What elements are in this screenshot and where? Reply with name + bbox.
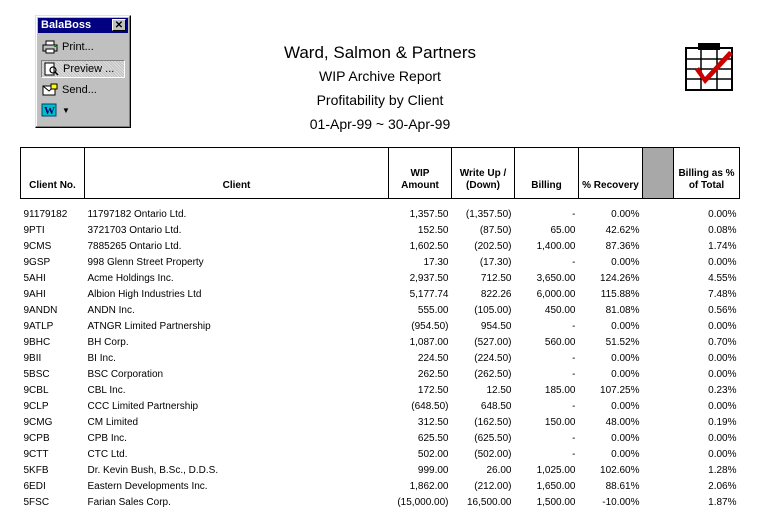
billing-cell: 1,025.00	[536, 465, 576, 476]
billing-pct-cell: 0.00%	[708, 433, 737, 444]
write-up-cell: (87.50)	[479, 225, 512, 236]
write-up-cell: (224.50)	[474, 353, 512, 364]
wip-amount-cell: 1,357.50	[409, 209, 449, 220]
blank-cell	[643, 415, 674, 431]
client-no-cell: 9CBL	[23, 385, 49, 396]
billing-pct-cell: 0.00%	[708, 369, 737, 380]
recovery-cell: 0.00%	[611, 321, 640, 332]
wip-amount-cell: 1,862.00	[409, 481, 449, 492]
close-button[interactable]	[112, 19, 126, 31]
blank-cell	[643, 495, 674, 511]
recovery-cell: 115.88%	[600, 289, 640, 300]
write-up-cell: (262.50)	[474, 369, 512, 380]
table-row	[21, 495, 740, 511]
recovery-cell: 88.61%	[605, 481, 640, 492]
table-row	[21, 319, 740, 335]
blank-cell	[643, 431, 674, 447]
blank-cell	[643, 351, 674, 367]
wip-amount-cell: 17.30	[423, 257, 449, 268]
billing-pct-cell: 0.00%	[708, 401, 737, 412]
recovery-cell: 0.00%	[611, 369, 640, 380]
recovery-cell: 0.00%	[611, 209, 640, 220]
client-name-cell: 11797182 Ontario Ltd.	[87, 209, 187, 220]
wip-amount-cell: (954.50)	[411, 321, 449, 332]
client-name-cell: ATNGR Limited Partnership	[87, 321, 211, 332]
client-name-cell: CM Limited	[87, 417, 139, 428]
table-row	[21, 223, 740, 239]
checklist-logo-icon	[683, 42, 741, 99]
billing-cell: -	[572, 257, 576, 268]
table-row	[21, 303, 740, 319]
blank-cell	[643, 399, 674, 415]
client-no-cell: 9ANDN	[23, 305, 58, 316]
client-name-cell: 998 Glenn Street Property	[87, 257, 204, 268]
recovery-cell: 124.26%	[600, 273, 640, 284]
preview-icon	[42, 61, 60, 77]
billing-cell: 450.00	[544, 305, 576, 316]
recovery-cell: 0.00%	[611, 401, 640, 412]
report-subtitle: Profitability by Client	[316, 92, 444, 108]
blank-cell	[643, 463, 674, 479]
billing-cell: 560.00	[544, 337, 576, 348]
printer-icon	[41, 39, 59, 55]
billing-cell: 6,000.00	[536, 289, 576, 300]
table-row	[21, 367, 740, 383]
preview-button[interactable]	[41, 60, 125, 78]
blank-cell	[643, 367, 674, 383]
header-blank-shaded	[643, 148, 674, 199]
send-label: Send...	[62, 84, 97, 96]
billing-pct-cell: 0.70%	[708, 337, 737, 348]
billing-pct-cell: 0.00%	[708, 321, 737, 332]
wip-amount-cell: (648.50)	[411, 401, 449, 412]
chevron-down-icon: ▼	[62, 106, 70, 115]
billing-pct-cell: 7.48%	[708, 289, 737, 300]
blank-cell	[643, 319, 674, 335]
billing-cell: 3,650.00	[536, 273, 576, 284]
recovery-cell: 0.00%	[611, 433, 640, 444]
billing-pct-cell: 4.55%	[708, 273, 737, 284]
recovery-cell: 107.25%	[600, 385, 640, 396]
billing-pct-cell: 2.06%	[708, 481, 737, 492]
billing-cell: -	[572, 369, 576, 380]
client-no-cell: 9CTT	[23, 449, 49, 460]
write-up-cell: (527.00)	[474, 337, 512, 348]
client-no-cell: 9PTI	[23, 225, 45, 236]
billing-pct-cell: 0.19%	[708, 417, 737, 428]
billing-cell: 65.00	[550, 225, 576, 236]
billing-cell: -	[572, 209, 576, 220]
client-no-cell: 9BII	[23, 353, 42, 364]
recovery-cell: -10.00%	[602, 497, 640, 508]
blank-cell	[643, 223, 674, 239]
billing-pct-cell: 0.00%	[708, 257, 737, 268]
header-client-no: Client No.	[21, 148, 85, 199]
billing-cell: -	[572, 401, 576, 412]
wip-amount-cell: 262.50	[417, 369, 449, 380]
client-no-cell: 9ATLP	[23, 321, 54, 332]
client-name-cell: 3721703 Ontario Ltd.	[87, 225, 182, 236]
word-icon	[41, 103, 59, 119]
client-name-cell: CPB Inc.	[87, 433, 127, 444]
write-up-cell: (625.50)	[474, 433, 512, 444]
billing-cell: 1,500.00	[536, 497, 576, 508]
write-up-cell: (1,357.50)	[465, 209, 512, 220]
wip-amount-cell: 172.50	[417, 385, 449, 396]
billing-cell: 1,400.00	[536, 241, 576, 252]
billing-pct-cell: 0.00%	[708, 209, 737, 220]
billing-cell: -	[572, 433, 576, 444]
billing-pct-cell: 0.00%	[708, 353, 737, 364]
client-no-cell: 9GSP	[23, 257, 51, 268]
billing-cell: -	[572, 321, 576, 332]
toolbar-titlebar[interactable]	[38, 18, 128, 33]
wip-amount-cell: 224.50	[417, 353, 449, 364]
recovery-cell: 87.36%	[605, 241, 640, 252]
client-no-cell: 5BSC	[23, 369, 50, 380]
write-up-cell: (162.50)	[474, 417, 512, 428]
client-name-cell: Albion High Industries Ltd	[87, 289, 202, 300]
write-up-cell: 648.50	[480, 401, 512, 412]
write-up-cell: (502.00)	[474, 449, 512, 460]
table-row	[21, 287, 740, 303]
client-name-cell: BI Inc.	[87, 353, 116, 364]
wip-amount-cell: 1,602.50	[409, 241, 449, 252]
billing-pct-cell: 0.56%	[708, 305, 737, 316]
spacer-row	[21, 199, 740, 208]
write-up-cell: (202.50)	[474, 241, 512, 252]
table-header-row	[21, 148, 740, 199]
client-name-cell: BSC Corporation	[87, 369, 164, 380]
client-name-cell: Dr. Kevin Bush, B.Sc., D.D.S.	[87, 465, 219, 476]
svg-text:W: W	[44, 105, 55, 117]
billing-pct-cell: 1.74%	[708, 241, 737, 252]
blank-cell	[643, 271, 674, 287]
recovery-cell: 0.00%	[611, 449, 640, 460]
blank-cell	[643, 255, 674, 271]
write-up-cell: (17.30)	[479, 257, 512, 268]
blank-cell	[643, 383, 674, 399]
write-up-cell: 16,500.00	[467, 497, 512, 508]
table-row	[21, 335, 740, 351]
write-up-cell: 822.26	[480, 289, 512, 300]
table-row	[21, 399, 740, 415]
client-no-cell: 91179182	[23, 209, 68, 220]
blank-cell	[643, 287, 674, 303]
wip-amount-cell: 502.00	[417, 449, 449, 460]
write-up-cell: 954.50	[480, 321, 512, 332]
client-no-cell: 9CMS	[23, 241, 52, 252]
print-button[interactable]	[41, 38, 125, 56]
client-name-cell: BH Corp.	[87, 337, 129, 348]
recovery-cell: 51.52%	[605, 337, 640, 348]
wip-amount-cell: 312.50	[417, 417, 449, 428]
write-up-cell: (105.00)	[474, 305, 512, 316]
table-row	[21, 239, 740, 255]
recovery-cell: 42.62%	[605, 225, 640, 236]
client-no-cell: 5FSC	[23, 497, 50, 508]
header-billing: Billing	[515, 148, 579, 199]
recovery-cell: 0.00%	[611, 257, 640, 268]
report-title: WIP Archive Report	[319, 68, 441, 84]
client-name-cell: Eastern Developments Inc.	[87, 481, 208, 492]
wip-amount-cell: 999.00	[417, 465, 449, 476]
report-period: 01-Apr-99 ~ 30-Apr-99	[309, 116, 451, 132]
billing-pct-cell: 1.28%	[708, 465, 737, 476]
blank-cell	[643, 207, 674, 223]
wip-amount-cell: 625.50	[417, 433, 449, 444]
billing-cell: -	[572, 353, 576, 364]
blank-cell	[643, 335, 674, 351]
wip-amount-cell: 1,087.00	[409, 337, 449, 348]
profitability-table	[20, 147, 740, 511]
table-row	[21, 447, 740, 463]
client-no-cell: 6EDI	[23, 481, 46, 492]
client-name-cell: ANDN Inc.	[87, 305, 135, 316]
client-no-cell: 5KFB	[23, 465, 49, 476]
preview-label: Preview ...	[63, 63, 115, 75]
recovery-cell: 102.60%	[600, 465, 640, 476]
billing-pct-cell: 0.08%	[708, 225, 737, 236]
table-row	[21, 479, 740, 495]
table-row	[21, 207, 740, 223]
wip-amount-cell: 5,177.74	[409, 289, 449, 300]
table-row	[21, 271, 740, 287]
table-row	[21, 431, 740, 447]
billing-cell: -	[572, 449, 576, 460]
billing-cell: 185.00	[544, 385, 576, 396]
client-no-cell: 9CPB	[23, 433, 50, 444]
billing-cell: 150.00	[544, 417, 576, 428]
client-no-cell: 9AHI	[23, 289, 46, 300]
header-billing-pct: Billing as % of Total	[674, 148, 740, 199]
recovery-cell: 0.00%	[611, 353, 640, 364]
write-up-cell: (212.00)	[474, 481, 512, 492]
wip-amount-cell: 2,937.50	[409, 273, 449, 284]
blank-cell	[643, 303, 674, 319]
close-icon: ✕	[114, 20, 124, 31]
table-row	[21, 415, 740, 431]
billing-pct-cell: 0.00%	[708, 449, 737, 460]
send-icon	[41, 82, 59, 98]
balaboss-toolbar	[35, 15, 131, 128]
table-row	[21, 351, 740, 367]
client-name-cell: Farian Sales Corp.	[87, 497, 171, 508]
write-up-cell: 712.50	[480, 273, 512, 284]
write-up-cell: 26.00	[486, 465, 512, 476]
wip-amount-cell: 152.50	[417, 225, 449, 236]
billing-cell: 1,650.00	[536, 481, 576, 492]
header-write-up: Write Up / (Down)	[452, 148, 515, 199]
billing-pct-cell: 0.23%	[708, 385, 737, 396]
client-no-cell: 9CLP	[23, 401, 49, 412]
header-recovery: % Recovery	[579, 148, 643, 199]
table-row	[21, 383, 740, 399]
print-label: Print...	[62, 41, 94, 53]
send-button[interactable]	[41, 81, 125, 99]
firm-name: Ward, Salmon & Partners	[283, 43, 477, 62]
client-name-cell: CTC Ltd.	[87, 449, 128, 460]
blank-cell	[643, 239, 674, 255]
header-client: Client	[85, 148, 389, 199]
client-no-cell: 5AHI	[23, 273, 46, 284]
client-name-cell: CCC Limited Partnership	[87, 401, 199, 412]
table-row	[21, 463, 740, 479]
recovery-cell: 48.00%	[605, 417, 640, 428]
blank-cell	[643, 447, 674, 463]
client-name-cell: CBL Inc.	[87, 385, 126, 396]
word-dropdown-button[interactable]	[41, 102, 125, 120]
wip-amount-cell: 555.00	[417, 305, 449, 316]
client-no-cell: 9CMG	[23, 417, 53, 428]
client-name-cell: Acme Holdings Inc.	[87, 273, 174, 284]
client-no-cell: 9BHC	[23, 337, 51, 348]
client-name-cell: 7885265 Ontario Ltd.	[87, 241, 182, 252]
table-row	[21, 255, 740, 271]
write-up-cell: 12.50	[486, 385, 512, 396]
recovery-cell: 81.08%	[605, 305, 640, 316]
blank-cell	[643, 479, 674, 495]
wip-amount-cell: (15,000.00)	[397, 497, 449, 508]
toolbar-title: BalaBoss	[41, 19, 92, 31]
header-wip-amount: WIP Amount	[389, 148, 452, 199]
billing-pct-cell: 1.87%	[708, 497, 737, 508]
